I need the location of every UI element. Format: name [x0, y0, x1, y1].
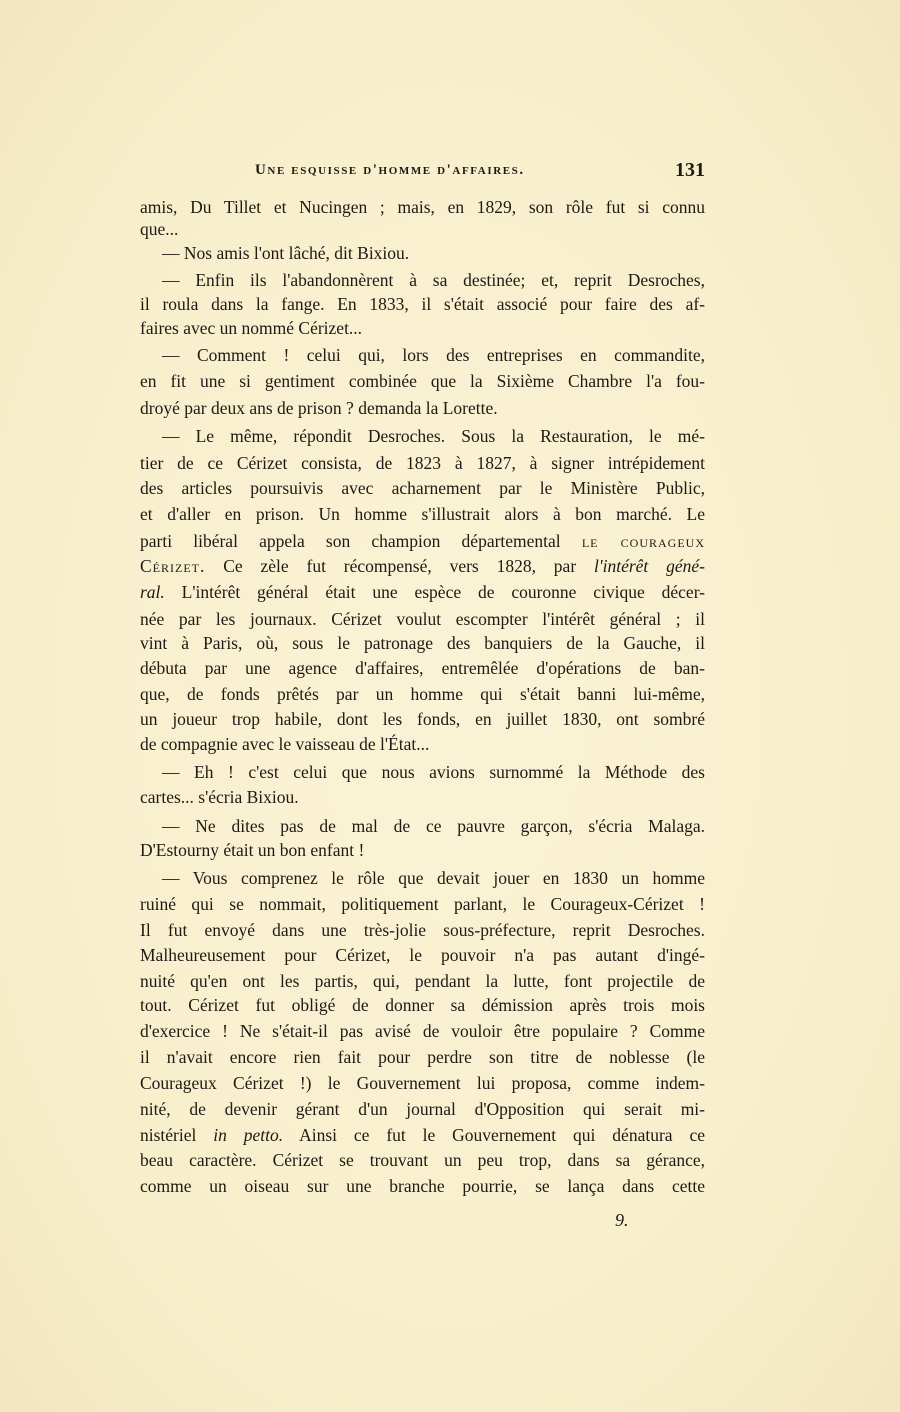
text-segment: — Le même, répondit Desroches. Sous la Restauration, le mé-: [162, 426, 705, 446]
text-segment: née par les journaux. Cérizet voulut escompter l'intérêt général ; il: [140, 609, 705, 629]
text-line: [140, 682, 705, 706]
text-line: [140, 1174, 705, 1198]
text-line: [140, 316, 705, 340]
text-line: [140, 451, 705, 475]
text-line: [140, 195, 705, 219]
text-line: [140, 1097, 705, 1121]
text-segment: nité, de devenir gérant d'un journal d'Opposition qui serait mi-: [140, 1099, 705, 1119]
text-line: [140, 785, 705, 809]
text-line: [140, 268, 705, 292]
text-segment: d'exercice ! Ne s'était-il pas avisé de vouloir être populaire ? Comme: [140, 1021, 705, 1041]
text-line: [140, 607, 705, 631]
italic-text: l'intérêt géné-: [594, 556, 705, 576]
text-segment: Courageux Cérizet !) le Gouvernement lui proposa, comme indem-: [140, 1073, 705, 1093]
text-line: [140, 396, 705, 420]
text-line: [140, 529, 705, 553]
text-segment: ruiné qui se nommait, politiquement parlant, le Courageux-Cérizet !: [140, 894, 705, 914]
small-caps-text: Cérizet.: [140, 556, 206, 576]
text-line: [140, 656, 705, 680]
text-segment: — Nos amis l'ont lâché, dit Bixiou.: [162, 243, 410, 263]
text-segment: — Ne dites pas de mal de ce pauvre garçon, s'écria Malaga.: [162, 816, 705, 836]
text-segment: vint à Paris, où, sous le patronage des banquiers de la Gauche, il: [140, 633, 705, 653]
text-segment: droyé par deux ans de prison ? demanda la Lorette.: [140, 398, 498, 418]
running-title: Une esquisse d'homme d'affaires.: [255, 162, 525, 178]
text-line: [140, 1071, 705, 1095]
text-segment: il roula dans la fange. En 1833, il s'était associé pour faire des af-: [140, 294, 705, 314]
running-header: [140, 160, 705, 184]
text-line: [140, 343, 705, 367]
text-segment: tout. Cérizet fut obligé de donner sa démission après trois mois: [140, 995, 705, 1015]
text-line: [140, 969, 705, 993]
text-line: [140, 1123, 705, 1147]
text-line: [140, 292, 705, 316]
text-segment: et d'aller en prison. Un homme s'illustrait alors à bon marché. Le: [140, 504, 705, 524]
small-caps-text: le courageux: [581, 531, 705, 551]
text-segment: de compagnie avec le vaisseau de l'État...: [140, 734, 430, 754]
text-line: [140, 707, 705, 731]
text-line: [140, 424, 705, 448]
text-line: [140, 241, 705, 265]
text-segment: — Vous comprenez le rôle que devait jouer en 1830 un homme: [162, 868, 705, 888]
page-number: 131: [675, 159, 705, 181]
text-line: [140, 631, 705, 655]
text-segment: en fit une si gentiment combinée que la Sixième Chambre l'a fou-: [140, 371, 705, 391]
text-segment: un joueur trop habile, dont les fonds, en juillet 1830, ont sombré: [140, 709, 705, 729]
italic-text: in petto.: [213, 1125, 284, 1145]
text-segment: que...: [140, 219, 179, 239]
text-line: [140, 1148, 705, 1172]
signature-mark: 9.: [615, 1210, 629, 1230]
text-segment: cartes... s'écria Bixiou.: [140, 787, 299, 807]
text-segment: Ainsi ce fut le Gouvernement qui dénatura ce: [283, 1125, 705, 1145]
text-line: [140, 918, 705, 942]
text-line: [140, 838, 705, 862]
text-line: [140, 814, 705, 838]
text-segment: comme un oiseau sur une branche pourrie, se lança dans cette: [140, 1176, 705, 1196]
text-segment: — Enfin ils l'abandonnèrent à sa destinée; et, reprit Desroches,: [162, 270, 705, 290]
text-line: [140, 1045, 705, 1069]
text-line: [140, 892, 705, 916]
text-line: [140, 993, 705, 1017]
text-segment: D'Estourny était un bon enfant !: [140, 840, 365, 860]
text-line: [140, 943, 705, 967]
text-segment: Il fut envoyé dans une très-jolie sous-préfecture, reprit Desroches.: [140, 920, 705, 940]
text-segment: tier de ce Cérizet consista, de 1823 à 1827, à signer intrépidement: [140, 453, 705, 473]
text-segment: des articles poursuivis avec acharnement par le Ministère Public,: [140, 478, 705, 498]
text-line: [140, 217, 705, 241]
text-segment: faires avec un nommé Cérizet...: [140, 318, 363, 338]
text-line: [140, 502, 705, 526]
text-segment: Ce zèle fut récompensé, vers 1828, par: [205, 556, 594, 576]
text-segment: il n'avait encore rien fait pour perdre son titre de noblesse (le: [140, 1047, 705, 1067]
text-segment: que, de fonds prêtés par un homme qui s'était banni lui-même,: [140, 684, 705, 704]
text-line: [140, 1019, 705, 1043]
text-segment: amis, Du Tillet et Nucingen ; mais, en 1829, son rôle fut si connu: [140, 197, 705, 217]
text-line: [140, 554, 705, 578]
text-line: [140, 760, 705, 784]
text-line: [140, 866, 705, 890]
text-line: [140, 580, 705, 604]
text-segment: nuité qu'en ont les partis, qui, pendant la lutte, font projectile de: [140, 971, 705, 991]
text-segment: — Comment ! celui qui, lors des entreprises en commandite,: [162, 345, 705, 365]
text-segment: — Eh ! c'est celui que nous avions surnommé la Méthode des: [162, 762, 705, 782]
text-segment: débuta par une agence d'affaires, entremêlée d'opérations de ban-: [140, 658, 705, 678]
text-segment: L'intérêt général était une espèce de couronne civique décer-: [164, 582, 705, 602]
italic-text: ral.: [140, 582, 165, 602]
text-line: [140, 369, 705, 393]
text-segment: parti libéral appela son champion départemental: [140, 531, 582, 551]
text-segment: beau caractère. Cérizet se trouvant un peu trop, dans sa gérance,: [140, 1150, 705, 1170]
text-segment: Malheureusement pour Cérizet, le pouvoir n'a pas autant d'ingé-: [140, 945, 705, 965]
text-line: [140, 476, 705, 500]
text-segment: nistériel: [140, 1125, 214, 1145]
text-line: [140, 732, 705, 756]
